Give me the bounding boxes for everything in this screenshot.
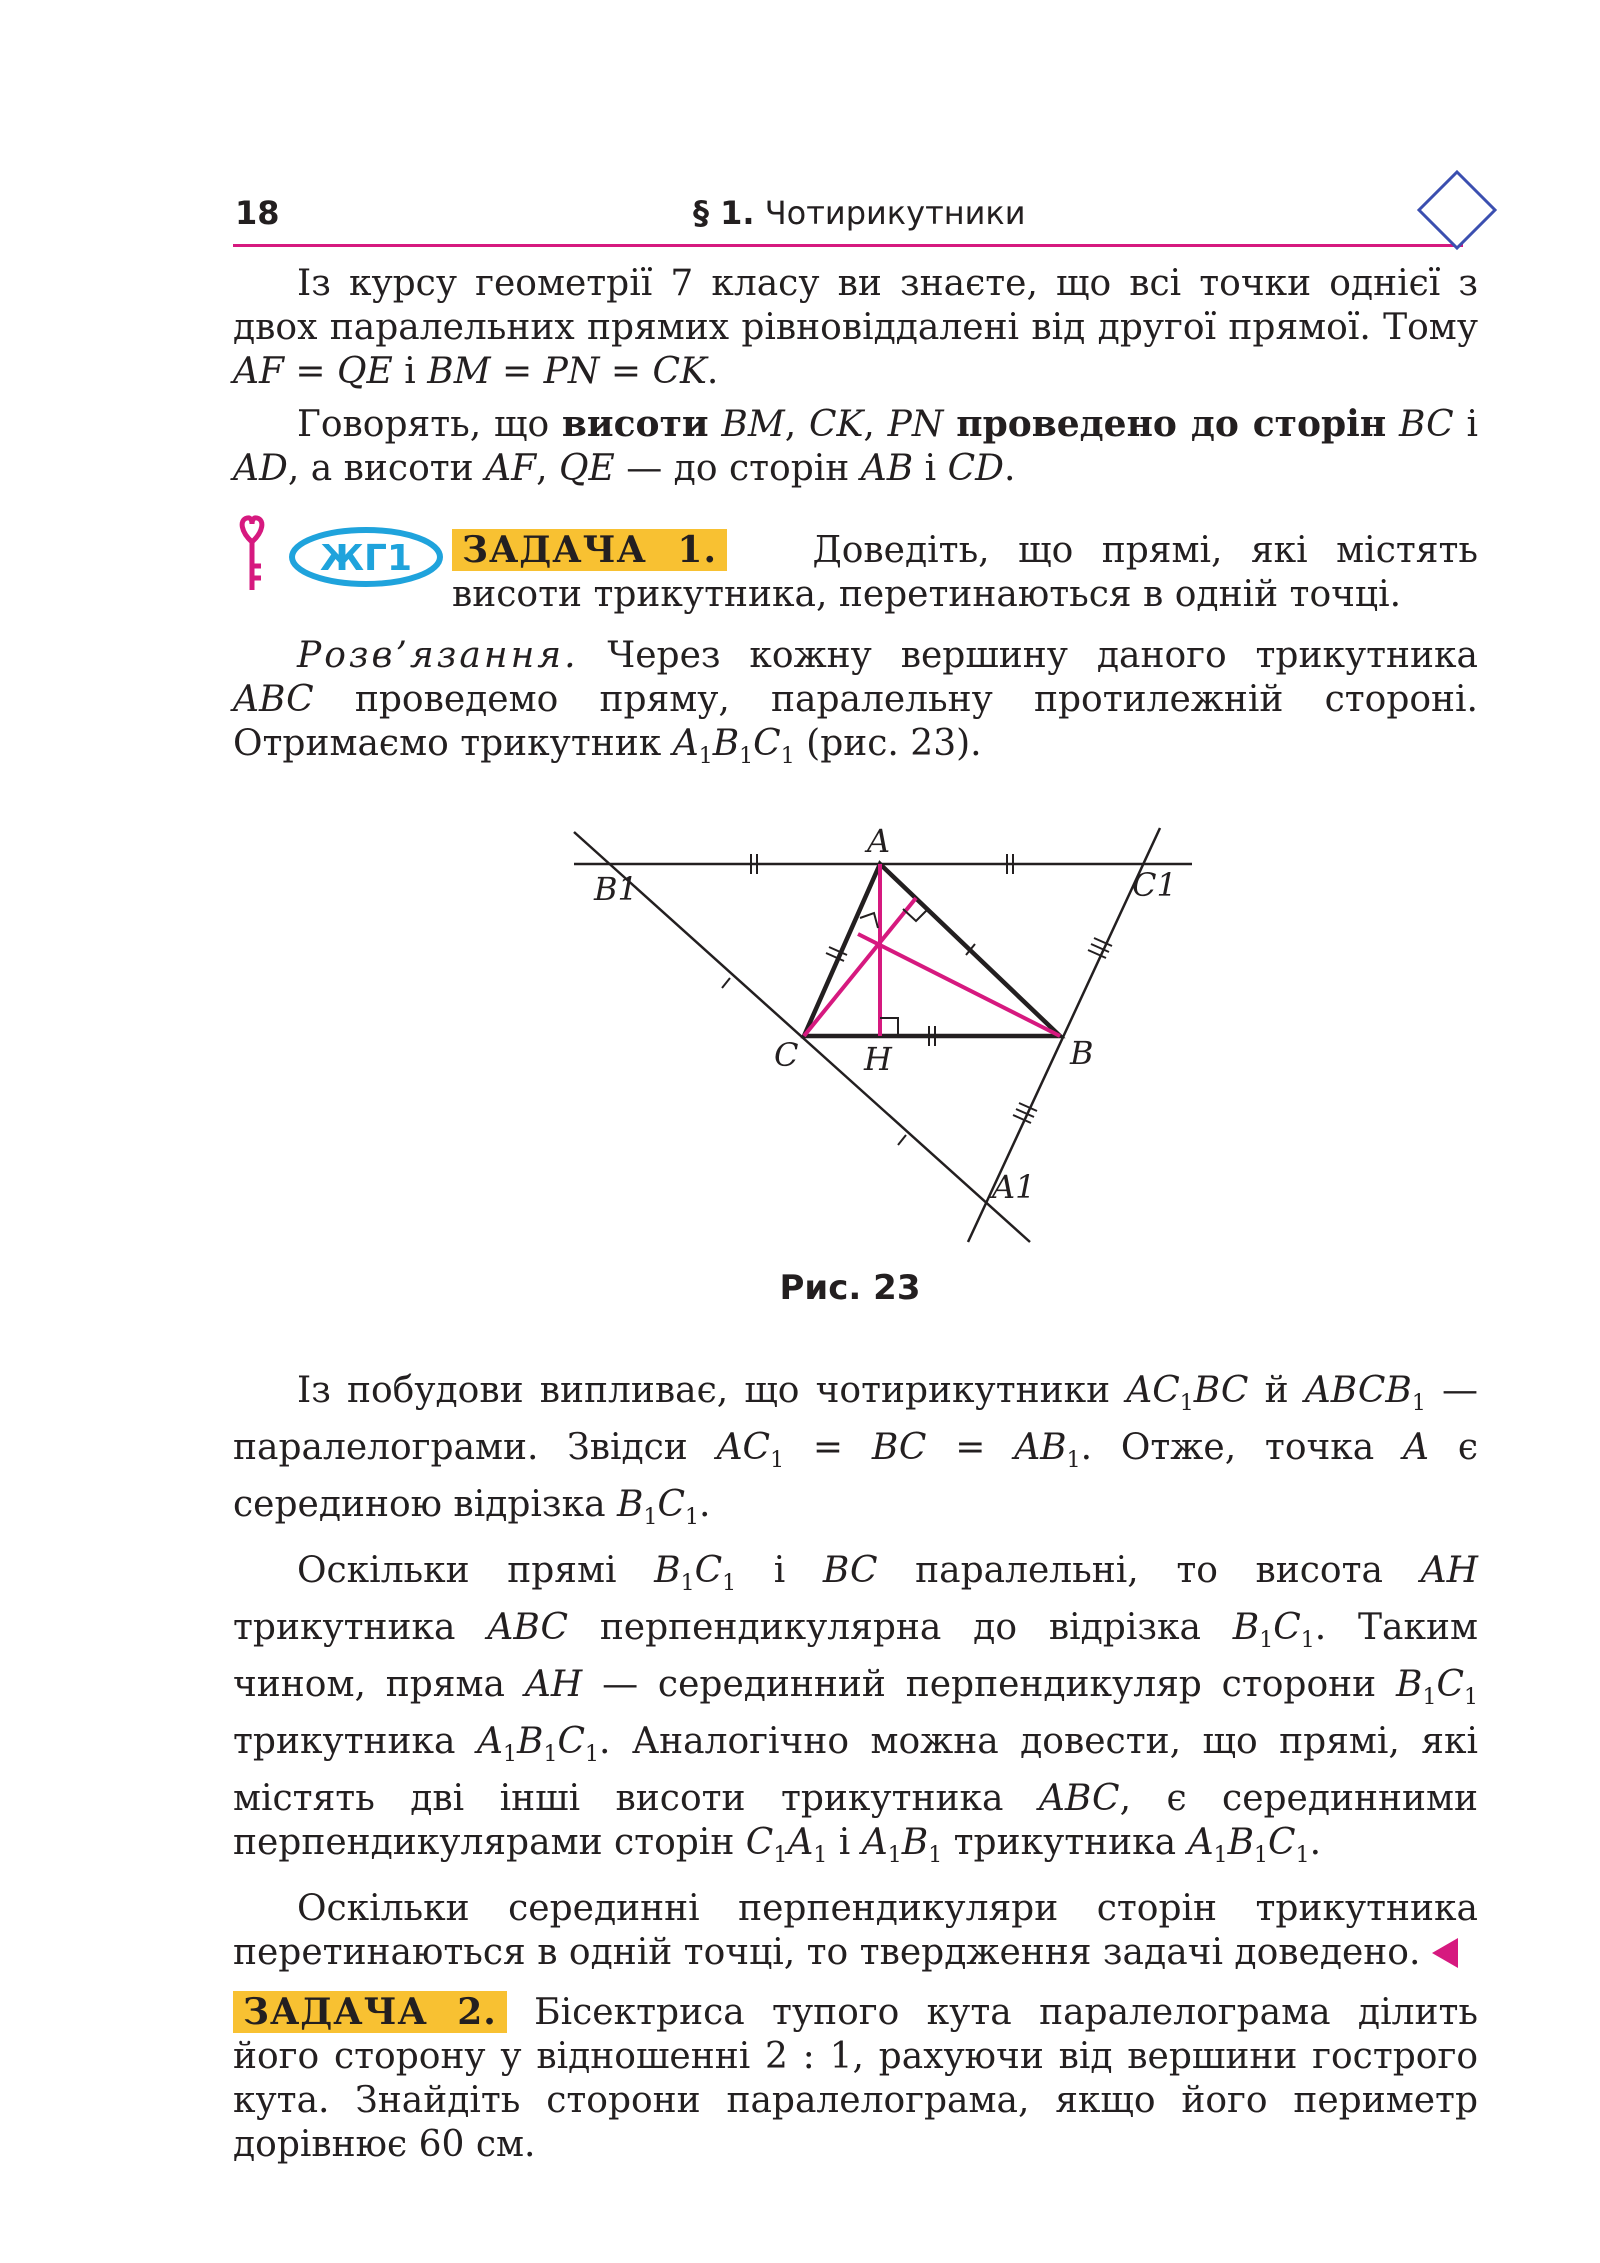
label-a1: A1 <box>992 1168 1036 1206</box>
solution-block <box>233 634 1478 779</box>
section-title <box>693 194 1026 232</box>
page-header <box>233 186 1478 246</box>
right-angle-ac <box>860 913 878 928</box>
intro-paragraph-2: Говорять, що висоти BM, CK, PN проведено до сторін BC і AD, а висоти AF, QE — до сторін AB і CD. <box>233 403 1478 489</box>
task1-label: ЗАДАЧА 1. <box>452 529 727 571</box>
label-a: A <box>867 822 891 860</box>
proof-paragraph-1: Із побудови випливає, що чотирикутники $AC_1BC$ й $ABCB_1$ — паралелограми. Звідси $AC_1$ = BC = $AB_1$. Отже, точка A є серединою відрізка $B_1C_1$. <box>233 1370 1478 1531</box>
solution-word: Розв’язання. <box>297 635 579 676</box>
right-angle-h <box>880 1018 898 1036</box>
task1-text: Доведіть, що прямі, які містять висоти трикутника, перетинаються в одній точці. <box>452 530 1478 615</box>
solution-paragraph: Розв’язання. Через кожну вершину даного трикутника ABC проведемо пряму, паралельну протилежній стороні. Отримаємо трикутник $A_1B_1C_1$ (рис. 23). <box>233 635 1478 770</box>
header-rule <box>233 244 1463 247</box>
label-c: C <box>774 1036 799 1074</box>
task1-badge <box>233 512 448 598</box>
task2-statement <box>233 1990 1478 2167</box>
section-name: Чотирикутники <box>764 194 1026 232</box>
proof-paragraph-3 <box>233 1887 1478 1975</box>
page-number: 18 <box>235 194 280 232</box>
label-h: H <box>864 1040 892 1078</box>
intro-block <box>233 262 1478 491</box>
task2-block <box>233 1990 1478 2167</box>
task1-statement <box>452 528 1478 617</box>
altitude-from-b <box>858 934 1060 1036</box>
task2-label: ЗАДАЧА 2. <box>233 1991 507 2033</box>
altitude-from-c <box>804 898 916 1036</box>
section-mark: § 1. <box>693 194 755 232</box>
diamond-icon <box>1415 168 1499 252</box>
triangle-abc <box>804 864 1060 1036</box>
proof-block <box>233 1369 1478 1975</box>
task1-badge-text: ЖГ1 <box>319 538 413 579</box>
figure-caption: Рис. 23 <box>779 1268 921 1308</box>
key-icon <box>233 512 448 594</box>
intro-paragraph-1: Із курсу геометрії 7 класу ви знаєте, що всі точки однієї з двох паралельних прямих рівновіддалені від другої прямої. Тому AF = QE і BM = PN = CK. <box>233 263 1478 392</box>
proof-paragraph-2: Оскільки прямі $B_1C_1$ і BC паралельні, то висота AH трикутника ABC перпендикулярна до відрізка $B_1C_1$. Таким чином, пряма AH — серединний перпендикуляр сторони $B_1C_1$ трикутника $A_1B_1C_1$. Аналогічно можна довести, що прямі, які містять дві інші висоти трикутника ABC, є серединними перпендикулярами сторін $C_1A_1$ і $A_1B_1$ трикутника $A_1B_1C_1$. <box>233 1549 1479 1869</box>
task1-block <box>452 528 1478 617</box>
label-b1: B1 <box>594 870 638 908</box>
label-c1: C1 <box>1132 866 1177 904</box>
figure-23 <box>560 816 1220 1256</box>
proof-conclusion: Оскільки серединні перпендикуляри сторін трикутника перетинаються в одній точці, то твердження задачі доведено. <box>233 1887 1478 1973</box>
end-of-proof-icon <box>1432 1938 1458 1968</box>
task2-text: Бісектриса тупого кута паралелограма ділить його сторону у відношенні 2 : 1, рахуючи від вершини гострого кута. Знайдіть сторони паралелограма, якщо його периметр дорівнює 60 см. <box>233 1992 1478 2165</box>
label-b: B <box>1070 1034 1094 1072</box>
